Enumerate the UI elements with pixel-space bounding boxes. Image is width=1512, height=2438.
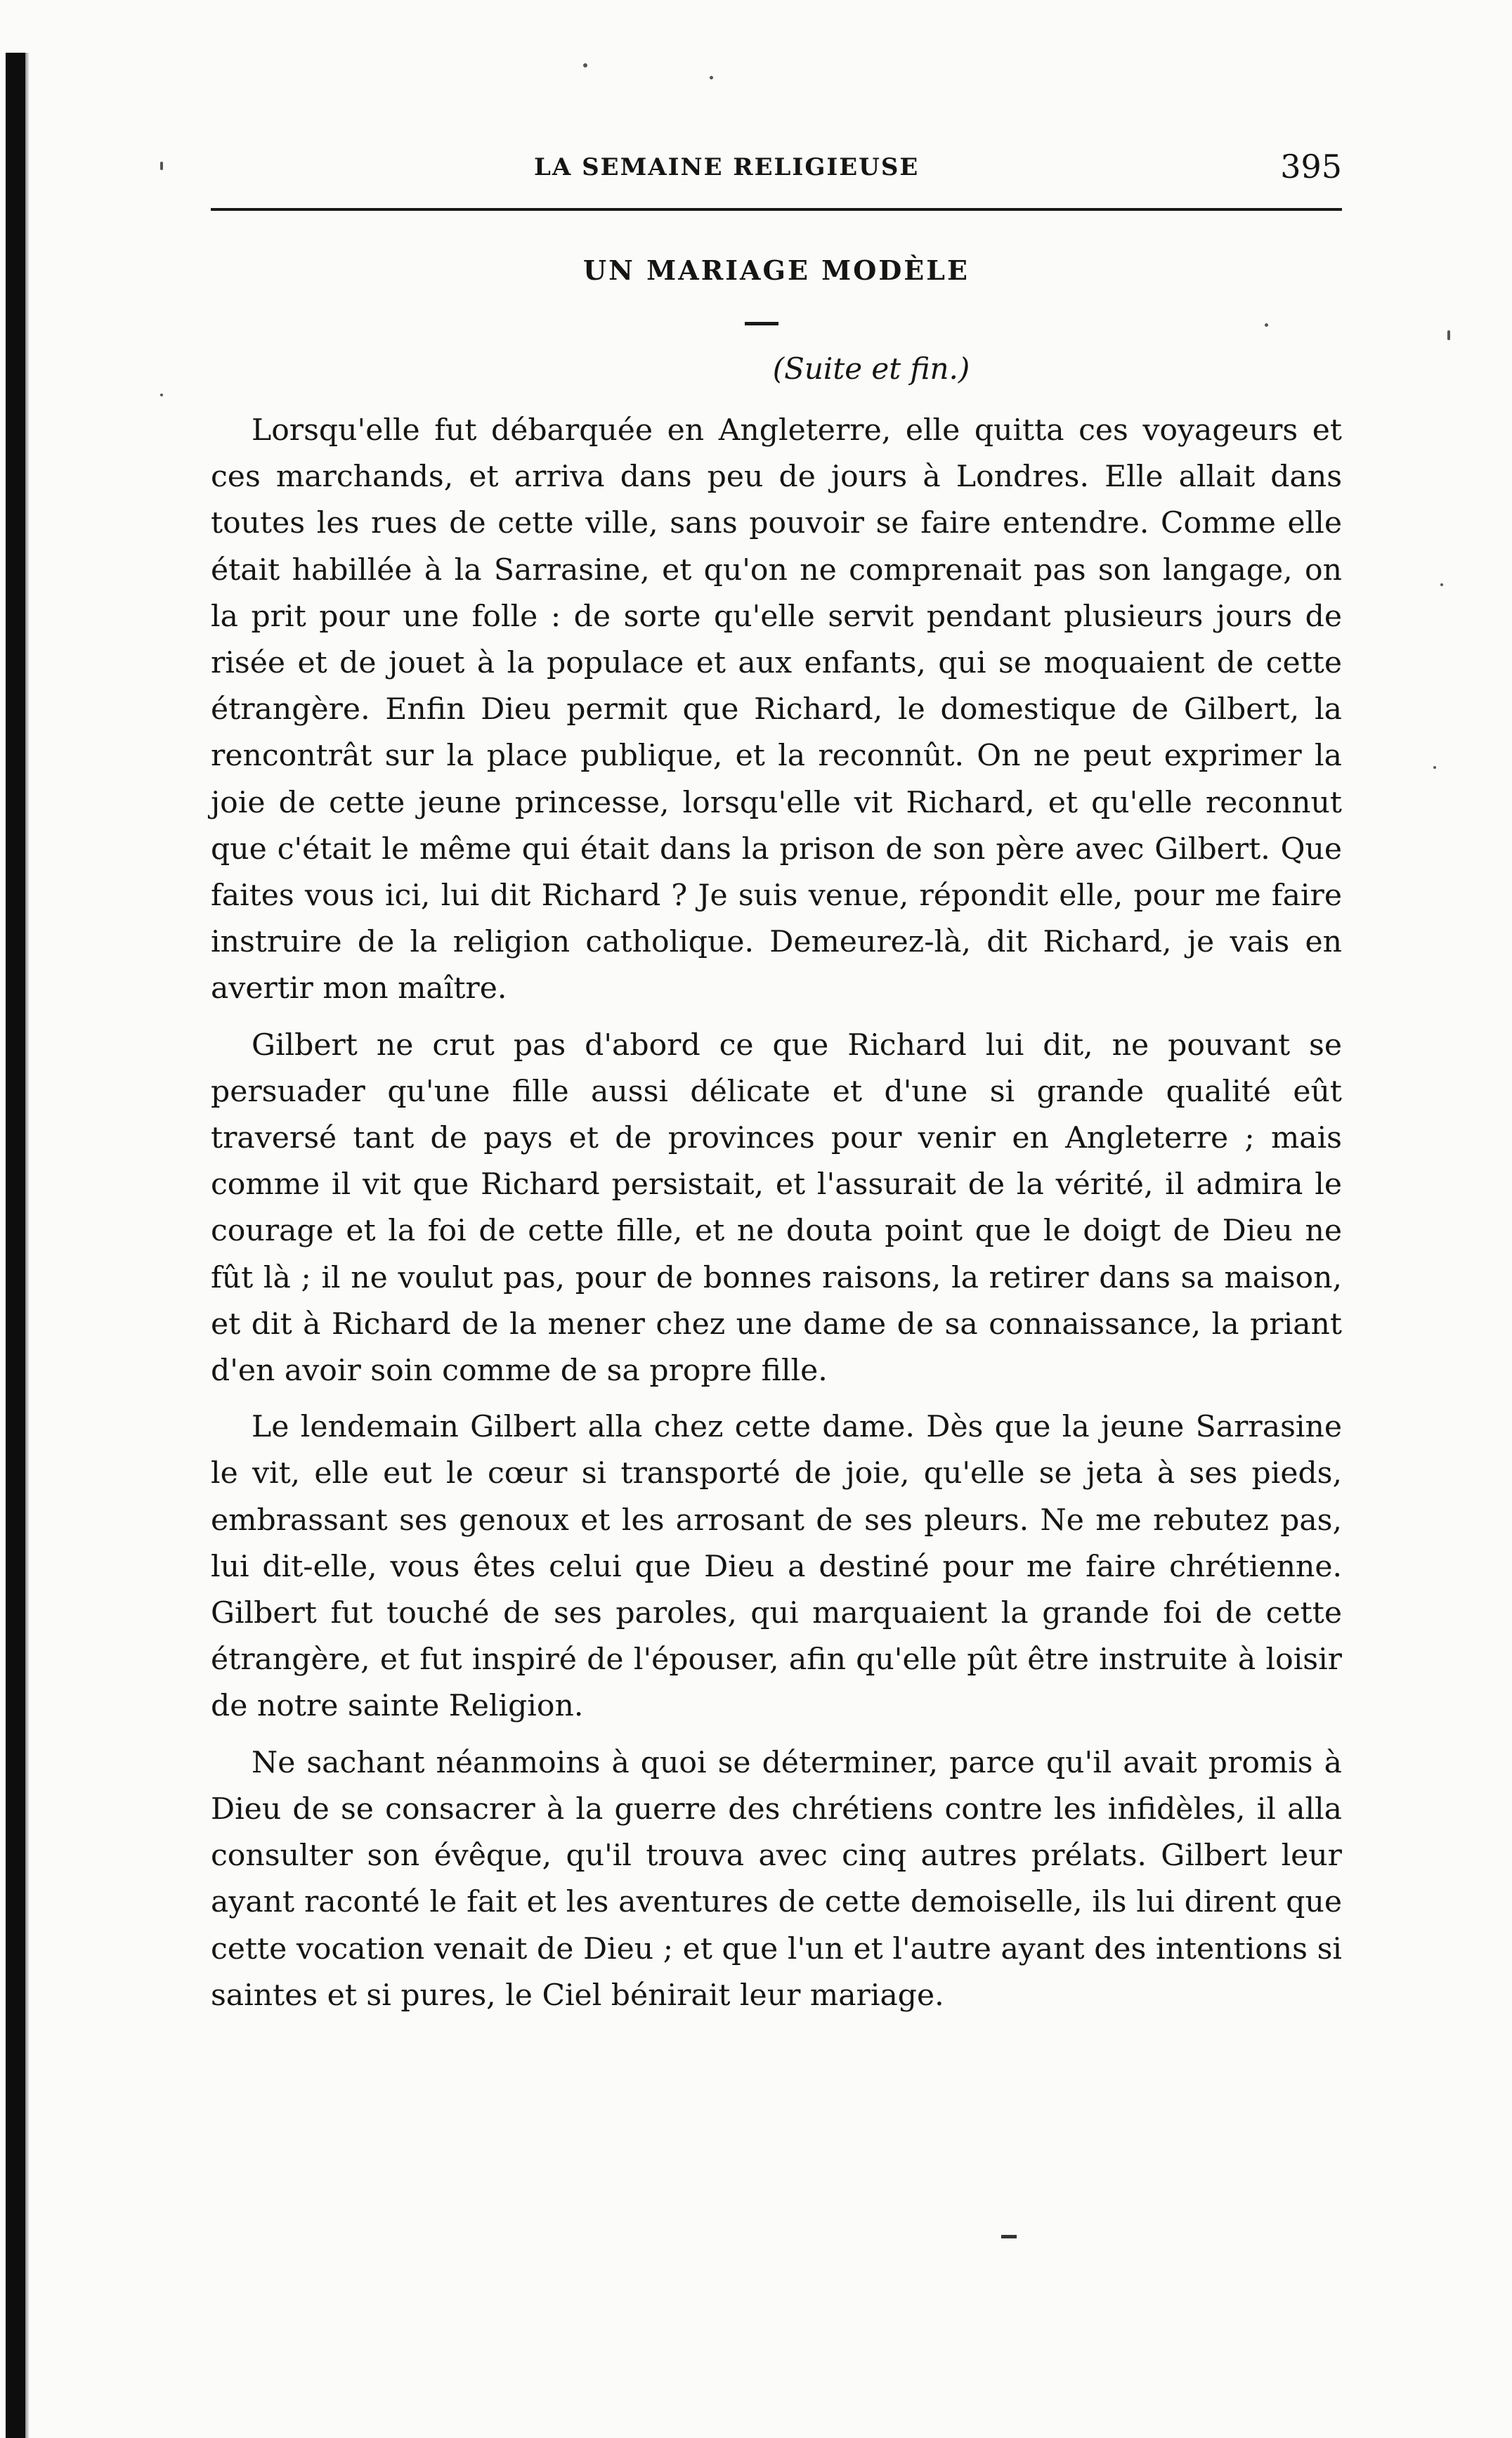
binding-edge xyxy=(6,53,25,2438)
scan-speck xyxy=(583,63,587,67)
scan-speck xyxy=(1447,330,1450,340)
scan-speck xyxy=(1440,583,1443,586)
scan-speck xyxy=(710,76,713,79)
binding-shadow xyxy=(25,53,30,2438)
scan-speck xyxy=(160,394,163,396)
paragraph: Lorsqu'elle fut débarquée en Angleterre, elle quitta ces voyageurs et ces marchands, et arriva dans peu de jours à Londres. Elle allait dans toutes les rues de cette ville, sans pouvoir se faire entendre. Comme elle était habillée à la Sarrasine, et qu'on ne comprenait pas son langage, on la prit pour une folle : de sorte qu'elle servit pendant plusieurs jours de risée et de jouet à la populace et aux enfants, qui se moquaient de cette étrangère. Enfin Dieu permit que Richard, le domestique de Gilbert, la rencontrât sur la place publique, et la reconnût. On ne peut exprimer la joie de cette jeune princesse, lorsqu'elle vit Richard, et qu'elle reconnut que c'était le même qui était dans la prison de son père avec Gilbert. Que faites vous ici, lui dit Richard ? Je suis venue, répondit elle, pour me faire instruire de la religion catholique. Demeurez-là, dit Richard, je vais en avertir mon maître. xyxy=(211,413,1342,1006)
scan-speck xyxy=(1265,323,1268,327)
running-title: LA SEMAINE RELIGIEUSE xyxy=(534,153,920,181)
article-title: UN MARIAGE MODÈLE xyxy=(583,254,970,286)
page-number: 395 xyxy=(1280,148,1342,186)
end-mark xyxy=(1001,2235,1017,2238)
header-rule xyxy=(211,208,1342,211)
running-head xyxy=(211,148,1342,190)
scan-speck xyxy=(160,162,163,170)
book-page xyxy=(211,0,1342,2438)
article-subtitle: (Suite et fin.) xyxy=(772,351,970,386)
paragraph: Ne sachant néanmoins à quoi se déterminer, parce qu'il avait promis à Dieu de se consacrer à la guerre des chrétiens contre les infidèles, il alla consulter son évêque, qu'il trouva avec cinq autres prélats. Gilbert leur ayant raconté le fait et les aventures de cette demoiselle, ils lui dirent que cette vocation venait de Dieu ; et que l'un et l'autre ayant des intentions si saintes et si pures, le Ciel bénirait leur mariage. xyxy=(211,1745,1342,2013)
paragraph: Gilbert ne crut pas d'abord ce que Richard lui dit, ne pouvant se persuader qu'une fille aussi délicate et d'une si grande qualité eût traversé tant de pays et de provinces pour venir en Angleterre ; mais comme il vit que Richard persistait, et l'assurait de la vérité, il admira le courage et la foi de cette fille, et ne douta point que le doigt de Dieu ne fût là ; il ne voulut pas, pour de bonnes raisons, la retirer dans sa maison, et dit à Richard de la mener chez une dame de sa connaissance, la priant d'en avoir soin comme de sa propre fille. xyxy=(211,1027,1342,1389)
scan-speck xyxy=(1433,766,1436,769)
article-body xyxy=(211,408,1342,2029)
title-divider xyxy=(745,322,778,325)
paragraph: Le lendemain Gilbert alla chez cette dame. Dès que la jeune Sarrasine le vit, elle eut le cœur si transporté de joie, qu'elle se jeta à ses pieds, embrassant ses genoux et les arrosant de ses pleurs. Ne me rebutez pas, lui dit-elle, vous êtes celui que Dieu a destiné pour me faire chrétienne. Gilbert fut touché de ses paroles, qui marquaient la grande foi de cette étrangère, et fut inspiré de l'épouser, afin qu'elle pût être instruite à loisir de notre sainte Religion. xyxy=(211,1410,1342,1724)
